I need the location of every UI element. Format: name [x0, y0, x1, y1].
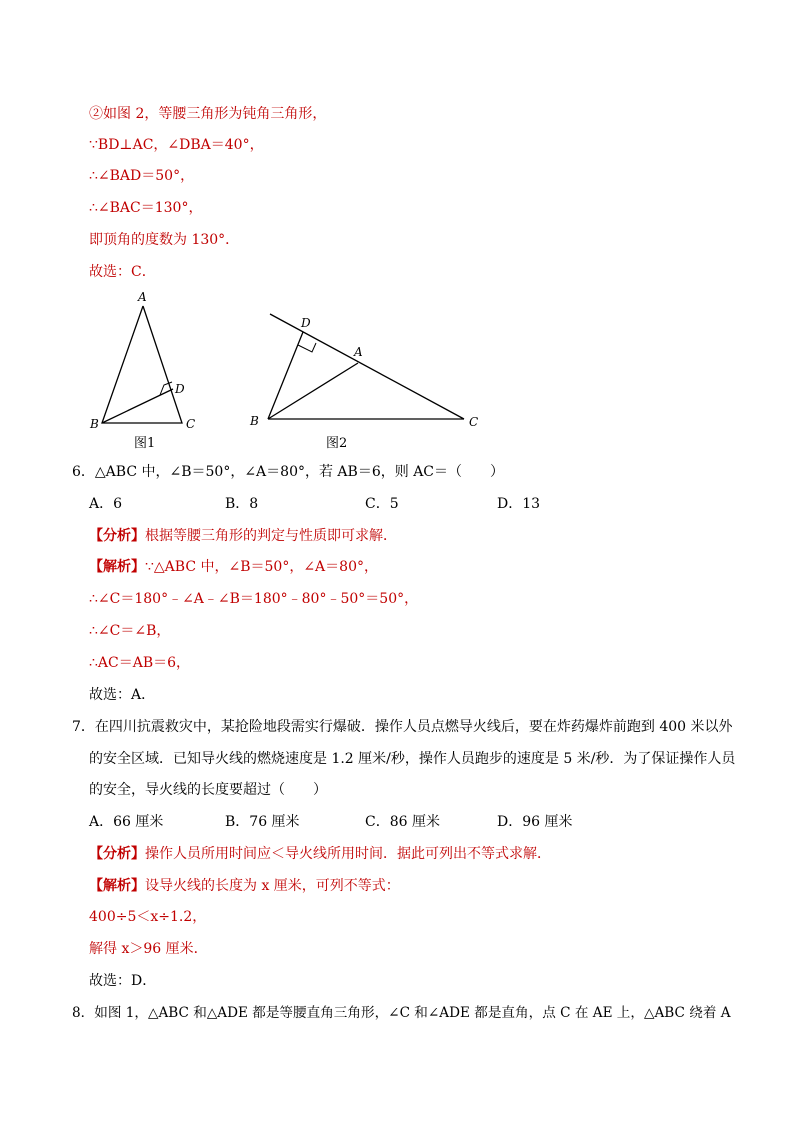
q6-solution-tag: 【解析】 [89, 559, 145, 575]
q6-analysis-tag: 【分析】 [89, 528, 145, 544]
q7-option-c: C．86 厘米 [365, 814, 440, 830]
q7-solution [89, 876, 400, 896]
q7-option-a: A．66 厘米 [89, 814, 164, 830]
q7-solution-line-2: 400÷5＜x÷1.2， [89, 909, 207, 925]
q7-solution-line-3: 解得 x＞96 厘米． [89, 941, 208, 957]
q6-solution-line-4: ∴AC＝AB＝6， [89, 655, 191, 671]
q6-analysis-text: 根据等腰三角形的判定与性质即可求解． [145, 528, 397, 544]
q5-solution-answer: 故选：C． [89, 264, 156, 280]
fig2-label-B: B [250, 414, 259, 428]
q5-solution-line-2: ∵BD⊥AC，∠DBA＝40°， [89, 137, 264, 153]
fig1-label-D: D [175, 382, 185, 396]
q7-answer: 故选：D． [89, 973, 157, 989]
fig1-label-C: C [186, 417, 196, 431]
q7-stem-line-3: 的安全，导火线的长度要超过（ ） [89, 782, 327, 798]
q6-answer: 故选：A． [89, 687, 156, 703]
fig1-caption: 图1 [134, 436, 156, 451]
fig1-label-A: A [138, 290, 147, 304]
q6-solution-line-3: ∴∠C＝∠B， [89, 623, 171, 639]
q7-option-d: D．96 厘米 [497, 814, 573, 830]
q7-stem-line-2: 的安全区域．已知导火线的燃烧速度是 1.2 厘米/秒，操作人员跑步的速度是 5 米/秒．为了保证操作人员 [89, 751, 736, 767]
fig1-label-B: B [90, 417, 99, 431]
q7-option-b: B．76 厘米 [225, 814, 300, 830]
q7-analysis-text: 操作人员所用时间应＜导火线所用时间．据此可列出不等式求解． [145, 846, 551, 862]
q6-option-c: C．5 [365, 496, 399, 512]
q7-solution-tag: 【解析】 [89, 878, 145, 894]
q6-stem: 6．△ABC 中，∠B＝50°，∠A＝80°，若 AB＝6，则 AC＝（ ） [72, 464, 505, 480]
q5-solution-line-3: ∴∠BAD＝50°， [89, 168, 195, 184]
q7-analysis-tag: 【分析】 [89, 846, 145, 862]
q7-solution-line-1: 设导火线的长度为 x 厘米，可列不等式： [145, 878, 400, 894]
q6-solution [89, 557, 378, 577]
q6-option-d: D．13 [497, 496, 541, 512]
q6-solution-line-1: ∵△ABC 中，∠B＝50°，∠A＝80°， [145, 559, 378, 575]
q7-stem-line-1: 7．在四川抗震救灾中，某抢险地段需实行爆破．操作人员点燃导火线后，要在炸药爆炸前跑到 400 米以外 [72, 719, 733, 735]
q6-option-a: A．6 [89, 496, 123, 512]
fig2-label-A: A [354, 345, 363, 359]
fig2-caption: 图2 [326, 436, 348, 451]
q6-solution-line-2: ∴∠C＝180°﹣∠A﹣∠B＝180°﹣80°﹣50°＝50°， [89, 591, 419, 607]
q6-analysis [89, 526, 397, 546]
q5-solution-line-1: ②如图 2，等腰三角形为钝角三角形， [89, 106, 327, 122]
q6-option-b: B．8 [225, 496, 259, 512]
q8-stem-line-1: 8．如图 1，△ABC 和△ADE 都是等腰直角三角形，∠C 和∠ADE 都是直角，点 C 在 AE 上，△ABC 绕着 A [72, 1005, 731, 1021]
figure-2-triangle [240, 305, 500, 455]
fig2-label-C: C [469, 415, 479, 429]
fig2-label-D: D [301, 316, 311, 330]
q5-solution-line-5: 即顶角的度数为 130°． [89, 232, 240, 248]
q5-solution-line-4: ∴∠BAC＝130°， [89, 200, 203, 216]
figure-1-triangle [80, 285, 220, 455]
q7-analysis [89, 844, 551, 864]
